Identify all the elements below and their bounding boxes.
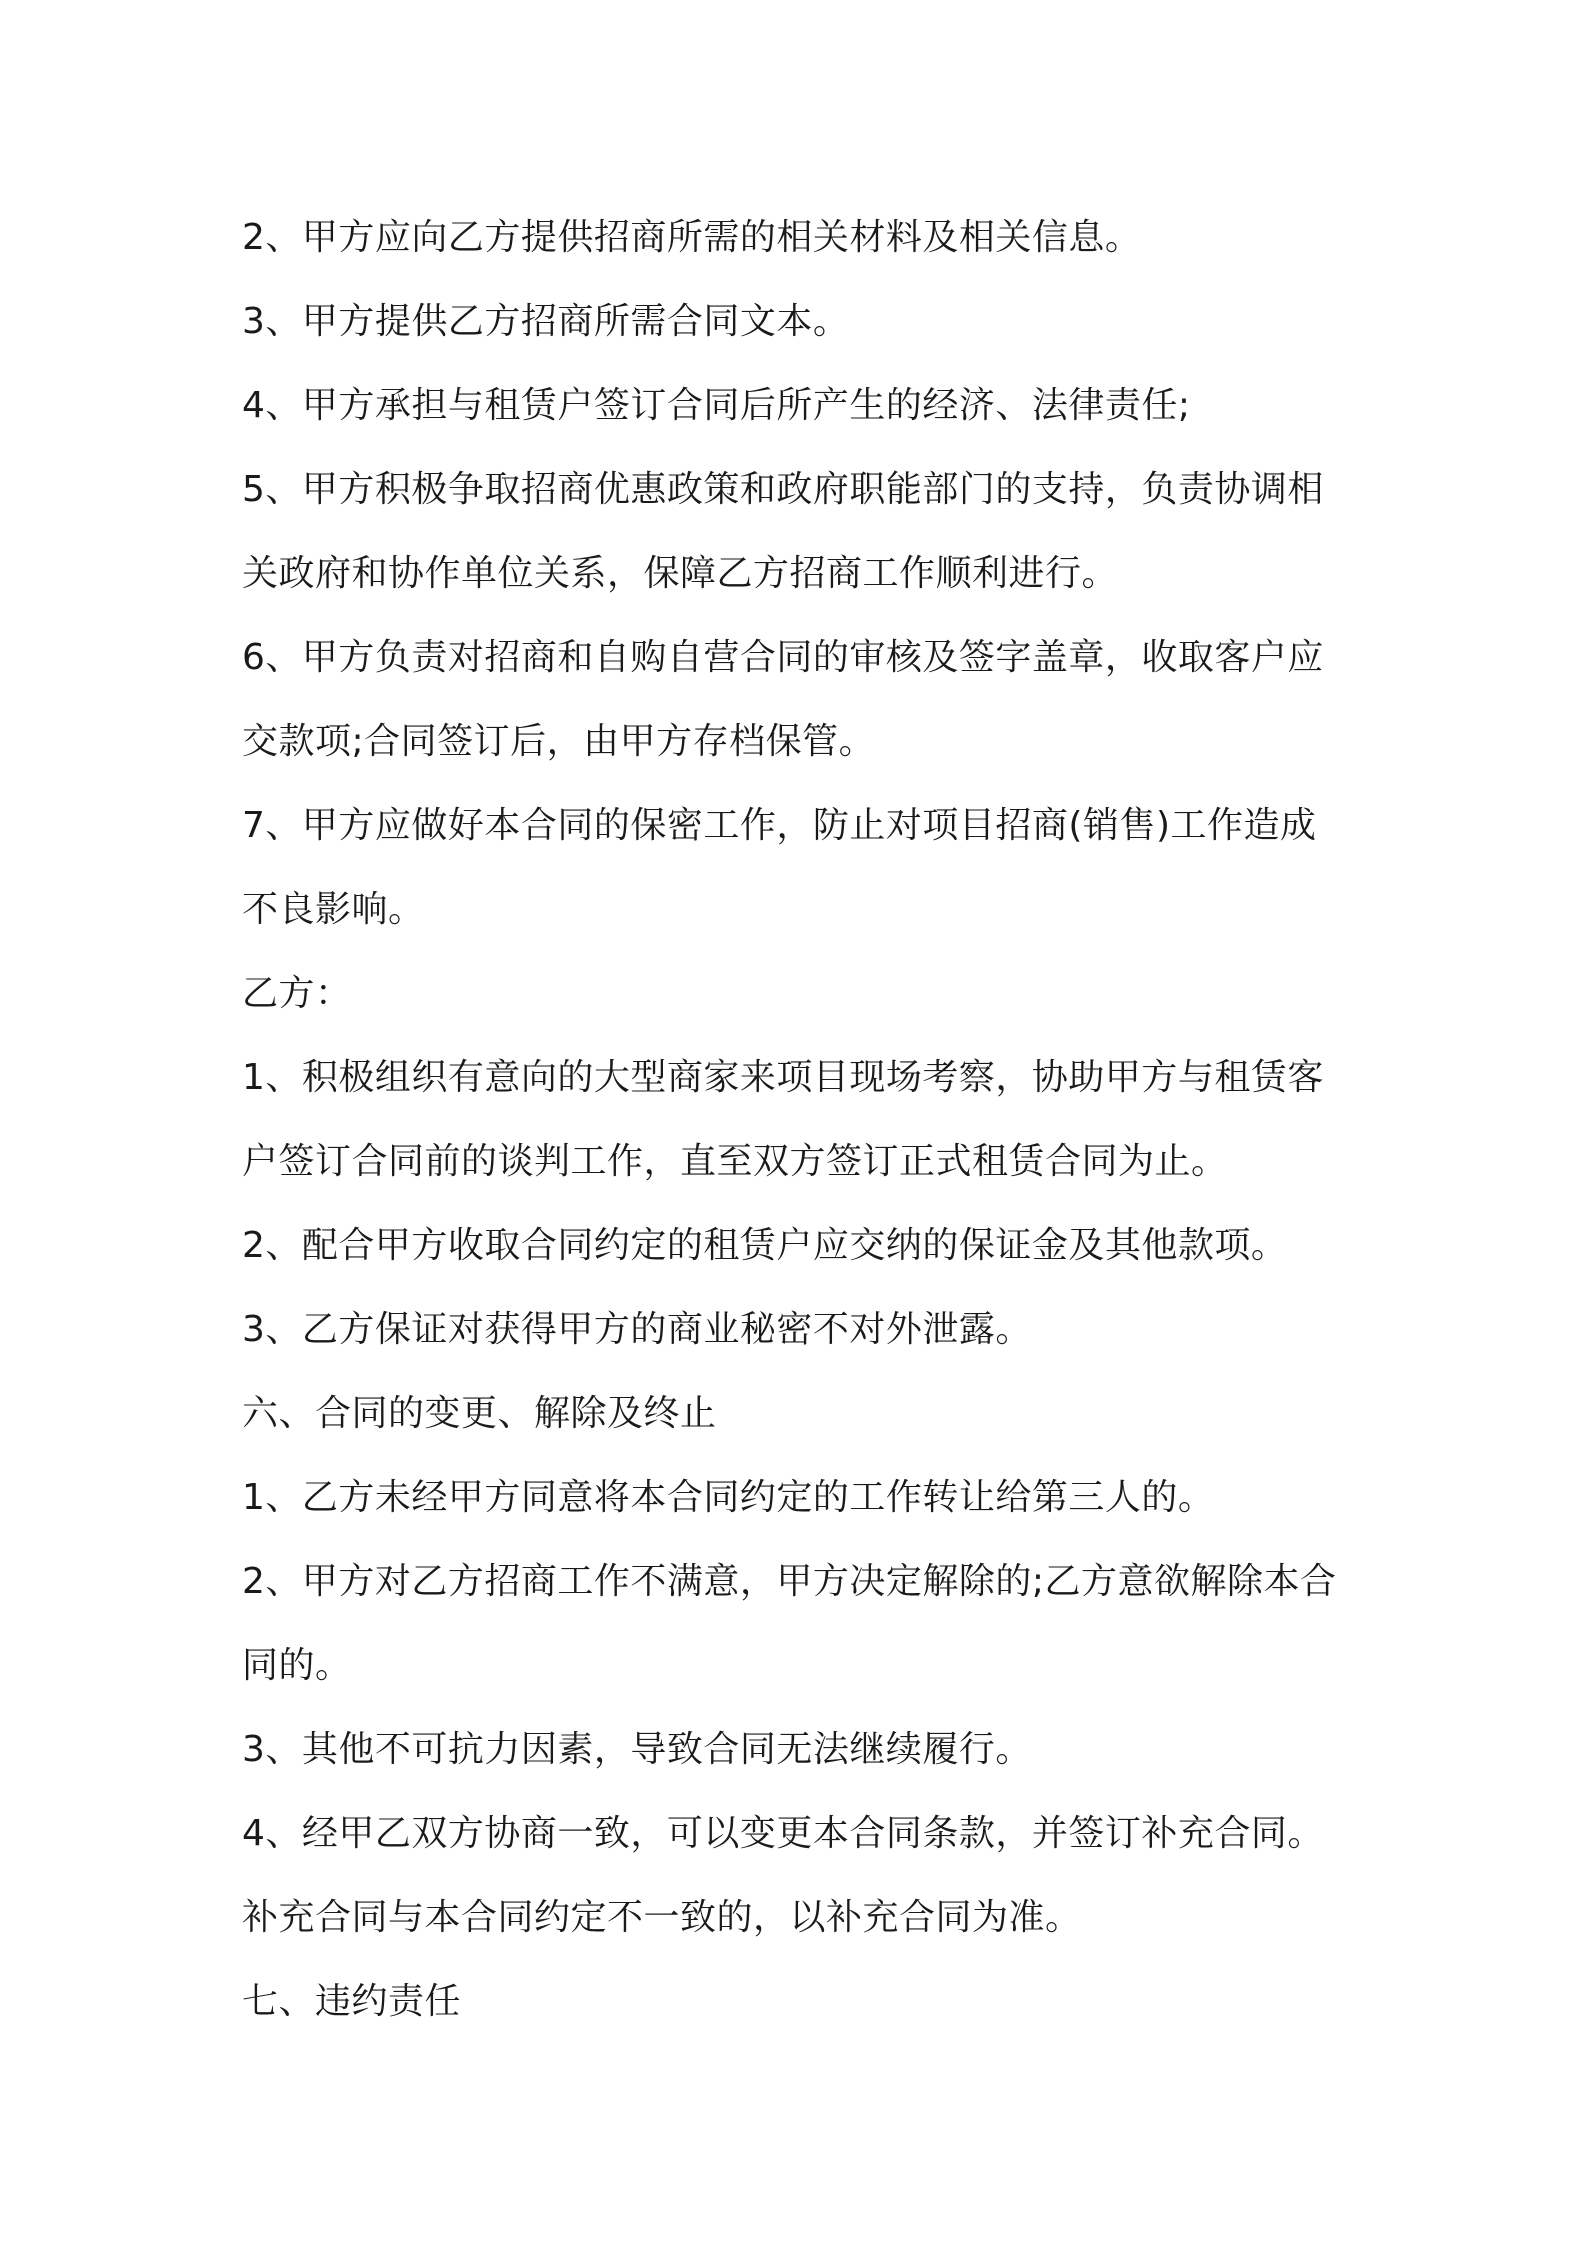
text-line-3: 4、甲方承担与租赁户签订合同后所产生的经济、法律责任; bbox=[242, 385, 1191, 426]
text-line-5: 关政府和协作单位关系，保障乙方招商工作顺利进行。 bbox=[242, 553, 1119, 594]
text-line-14: 3、乙方保证对获得甲方的商业秘密不对外泄露。 bbox=[242, 1309, 1032, 1350]
section-heading-liability: 七、违约责任 bbox=[242, 1981, 462, 2022]
text-line-7: 交款项;合同签订后，由甲方存档保管。 bbox=[242, 721, 876, 762]
text-line-2: 3、甲方提供乙方招商所需合同文本。 bbox=[242, 301, 850, 342]
text-line-12: 户签订合同前的谈判工作，直至双方签订正式租赁合同为止。 bbox=[242, 1141, 1228, 1182]
text-line-4: 5、甲方积极争取招商优惠政策和政府职能部门的支持，负责协调相 bbox=[242, 469, 1324, 510]
text-line-6: 6、甲方负责对招商和自购自营合同的审核及签字盖章，收取客户应 bbox=[242, 637, 1324, 678]
text-line-11: 1、积极组织有意向的大型商家来项目现场考察，协助甲方与租赁客 bbox=[242, 1057, 1324, 1098]
text-line-20: 4、经甲乙双方协商一致，可以变更本合同条款，并签订补充合同。 bbox=[242, 1813, 1324, 1854]
text-line-21: 补充合同与本合同约定不一致的，以补充合同为准。 bbox=[242, 1897, 1082, 1938]
text-line-18: 同的。 bbox=[242, 1645, 352, 1686]
text-line-1: 2、甲方应向乙方提供招商所需的相关材料及相关信息。 bbox=[242, 217, 1142, 258]
document-body bbox=[242, 196, 1362, 2044]
text-line-13: 2、配合甲方收取合同约定的租赁户应交纳的保证金及其他款项。 bbox=[242, 1225, 1288, 1266]
text-line-16: 1、乙方未经甲方同意将本合同约定的工作转让给第三人的。 bbox=[242, 1477, 1215, 1518]
text-line-8: 7、甲方应做好本合同的保密工作，防止对项目招商(销售)工作造成 bbox=[242, 805, 1317, 846]
text-line-9: 不良影响。 bbox=[242, 889, 425, 930]
text-line-17: 2、甲方对乙方招商工作不满意，甲方决定解除的;乙方意欲解除本合 bbox=[242, 1561, 1337, 1602]
section-heading-contract-change: 六、合同的变更、解除及终止 bbox=[242, 1393, 717, 1434]
section-heading-party-b: 乙方： bbox=[242, 973, 352, 1014]
text-line-19: 3、其他不可抗力因素，导致合同无法继续履行。 bbox=[242, 1729, 1032, 1770]
